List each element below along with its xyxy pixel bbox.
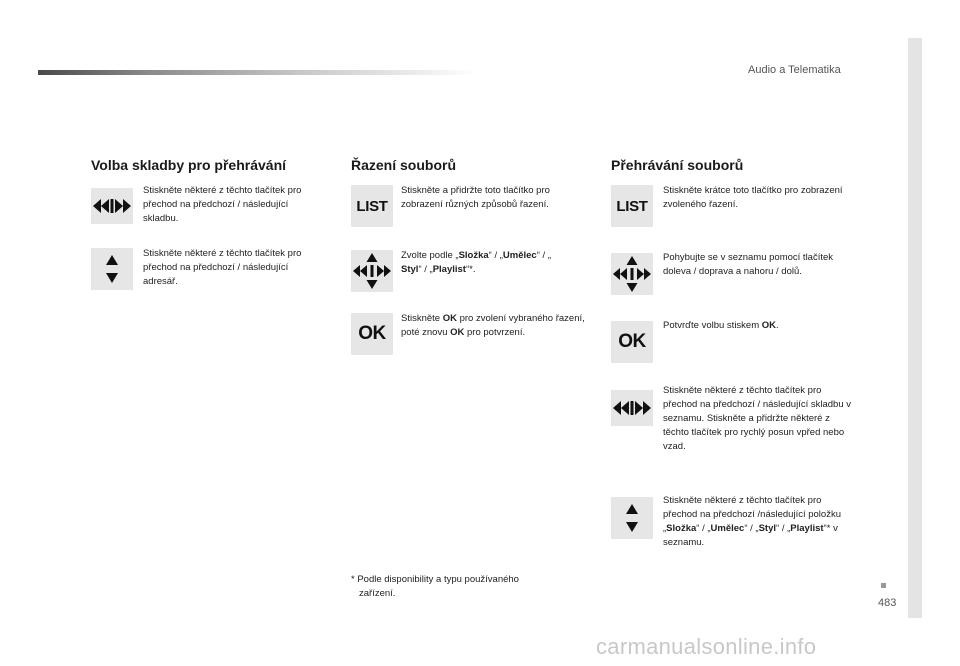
four-way-button-illustration (611, 253, 653, 295)
description-text: Stiskněte a přidržte toto tlačítko pro zobrazení různých způsobů řazení. (401, 185, 550, 210)
up-down-icon (105, 253, 119, 285)
description-text: Stiskněte OK pro zvolení vybraného řazení, poté znovu OK pro potvrzení. (401, 313, 585, 338)
prev-next-icon (92, 198, 132, 214)
description-text: Stiskněte krátce toto tlačítko pro zobrazení zvoleného řazení. (663, 185, 843, 210)
up-down-button-illustration (611, 497, 653, 539)
description-text: Potvrďte volbu stiskem OK. (663, 320, 779, 331)
prev-next-icon (612, 400, 652, 416)
side-strip (908, 38, 922, 618)
section-title: Audio a Telematika (748, 64, 841, 76)
list-button-illustration (611, 185, 653, 227)
description-text: Stiskněte některé z těchto tlačítek pro přechod na předchozí / následující skladbu v seznamu. Stiskněte a přidržte některé z těchto tlačítek pro rychlý posun vpřed nebo vzad. (663, 385, 852, 452)
ok-button-illustration (351, 313, 393, 355)
four-way-arrows-icon (351, 251, 393, 291)
up-down-icon (625, 502, 639, 534)
footnote: * Podle disponibility a typu používaného zařízení. (351, 574, 519, 599)
prev-next-button-illustration (91, 188, 133, 224)
column-title-track-selection: Volba skladby pro přehrávání (91, 157, 287, 173)
list-icon: LIST (356, 197, 388, 215)
page-number: 483 (878, 597, 897, 609)
column-title-file-playback: Přehrávání souborů (611, 157, 744, 173)
description-text: Pohybujte se v seznamu pomocí tlačítek doleva / doprava a nahoru / dolů. (663, 252, 834, 277)
page-marker (881, 583, 886, 588)
header-gradient-bar (38, 70, 478, 75)
four-way-button-illustration (351, 250, 393, 292)
prev-next-button-illustration (611, 390, 653, 426)
list-button-illustration (351, 185, 393, 227)
watermark: carmanualsonline.info (596, 634, 817, 659)
description-text: Stiskněte některé z těchto tlačítek pro přechod na předchozí / následující skladbu. (143, 185, 302, 224)
up-down-button-illustration (91, 248, 133, 290)
description-text: Stiskněte některé z těchto tlačítek pro přechod na předchozí /následující položku „Složka“ / „Umělec“ / „Styl“ / „Playlist“* v seznamu. (663, 495, 841, 548)
description-text: Zvolte podle „Složka“ / „Umělec“ / „ Styl“ / „Playlist“*. (401, 250, 551, 275)
list-icon: LIST (616, 197, 648, 215)
ok-icon: OK (358, 323, 386, 344)
column-title-file-sorting: Řazení souborů (351, 157, 457, 173)
ok-icon: OK (618, 331, 646, 352)
description-text: Stiskněte některé z těchto tlačítek pro přechod na předchozí / následující adresář. (143, 248, 302, 287)
ok-button-illustration (611, 321, 653, 363)
four-way-arrows-icon (611, 254, 653, 294)
